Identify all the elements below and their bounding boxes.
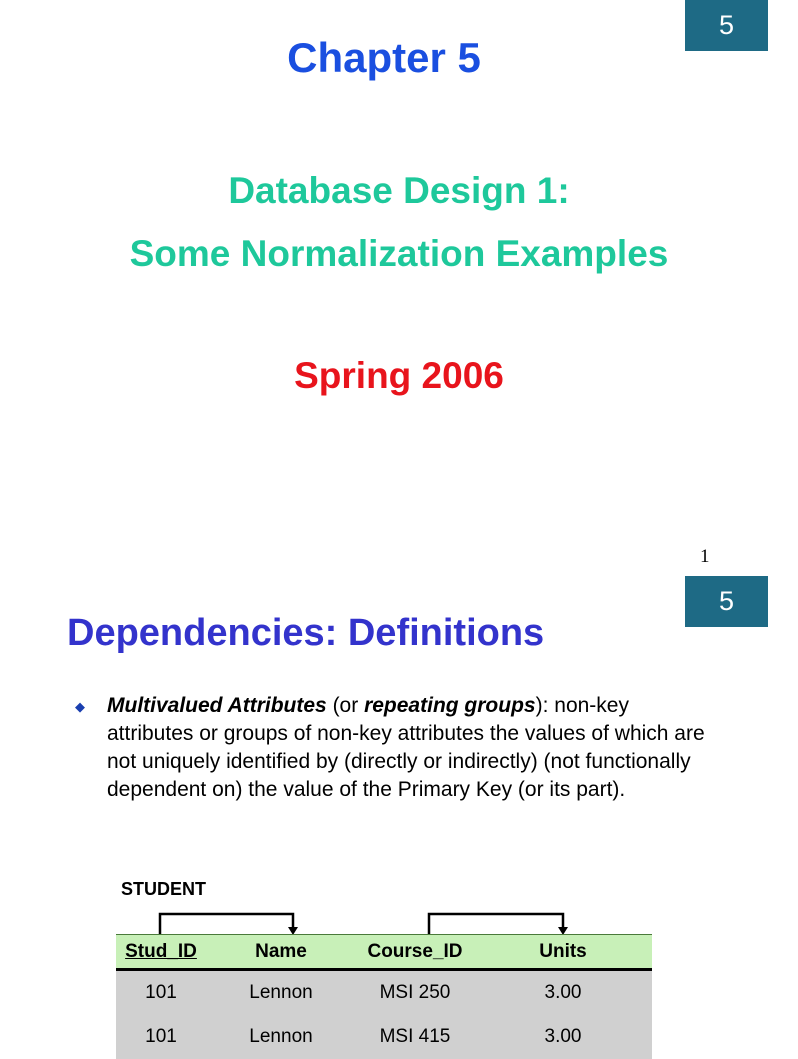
header-course-id: Course_ID	[356, 935, 474, 970]
header-units: Units	[474, 935, 652, 970]
cell-units: 3.00	[474, 1015, 652, 1059]
term-repeating-groups: repeating groups	[364, 694, 536, 717]
table-row	[116, 1015, 652, 1059]
cell-units: 3.00	[474, 970, 652, 1016]
header-name: Name	[206, 935, 356, 970]
page-number: 1	[700, 546, 710, 567]
cell-stud-id: 101	[116, 970, 206, 1016]
term-multivalued: Multivalued Attributes	[107, 694, 327, 717]
term-label: Spring 2006	[294, 355, 504, 396]
chapter-badge: 5	[685, 0, 768, 51]
table-name-label: STUDENT	[121, 879, 206, 899]
student-table	[116, 934, 652, 1059]
cell-stud-id: 101	[116, 1015, 206, 1059]
arrow-courseid-units	[429, 914, 568, 935]
chapter-badge: 5	[685, 576, 768, 627]
slide-2	[0, 576, 768, 1047]
header-stud-id: Stud_ID	[116, 935, 206, 970]
diamond-bullet-icon: ◆	[75, 699, 85, 714]
subtitle-line-2: Some Normalization Examples	[129, 233, 669, 274]
arrow-studid-name	[160, 914, 298, 935]
bullet-item	[75, 692, 717, 804]
table-row	[116, 970, 652, 1016]
cell-course-id: MSI 250	[356, 970, 474, 1016]
bullet-text-2: ): non-key attributes or groups of non-key attributes the values of which are not uniquely identified by (directly or indirectly) (not functionally dependent on) the value of the Primary Key (or its part).	[107, 694, 705, 801]
table-header-row	[116, 935, 652, 970]
cell-course-id: MSI 415	[356, 1015, 474, 1059]
dependency-arrows	[0, 906, 768, 936]
chapter-title: Chapter 5	[287, 34, 481, 81]
cell-name: Lennon	[206, 970, 356, 1016]
slide-title: Dependencies: Definitions	[67, 612, 545, 654]
bullet-text-1: (or	[326, 694, 365, 717]
subtitle-line-1: Database Design 1:	[228, 170, 570, 211]
cell-name: Lennon	[206, 1015, 356, 1059]
